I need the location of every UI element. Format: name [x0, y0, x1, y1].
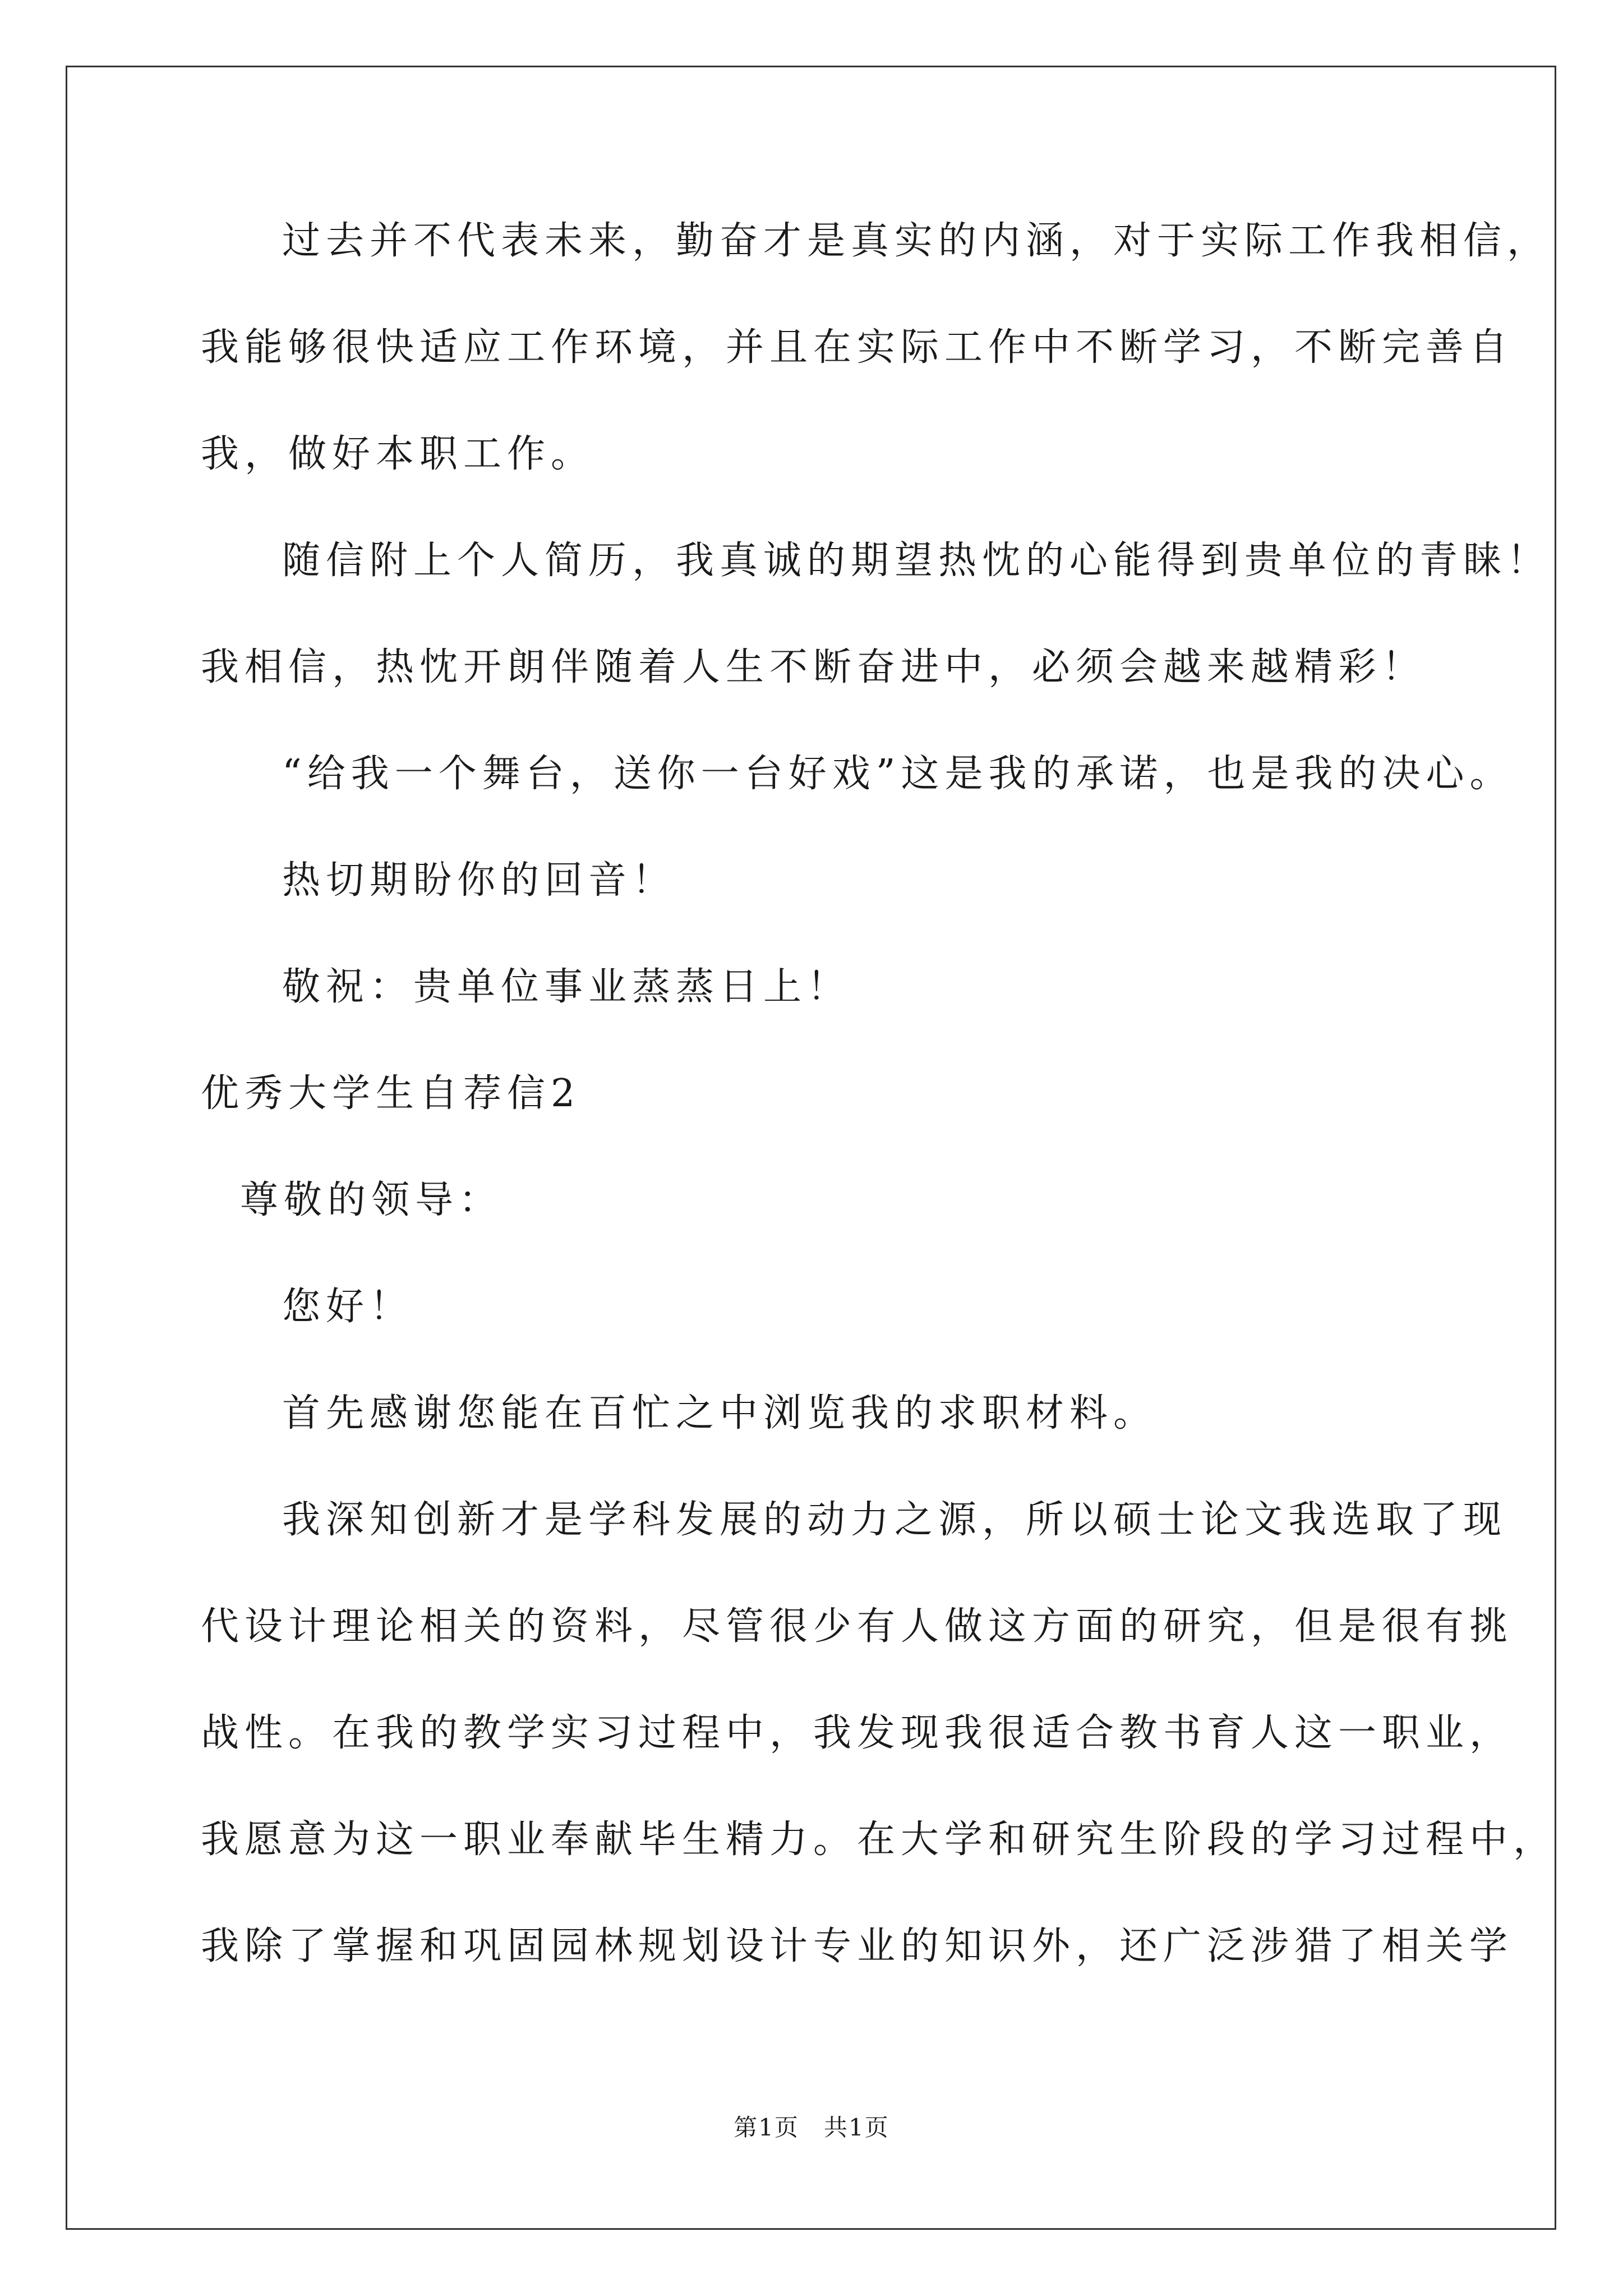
paragraph-line: 战性。在我的教学实习过程中，我发现我很适合教书育人这一职业，: [201, 1711, 1514, 1755]
paragraph-line: 敬祝：贵单位事业蒸蒸日上！: [282, 965, 851, 1009]
paragraph-line: 我除了掌握和巩固园林规划设计专业的知识外，还广泛涉猎了相关学: [201, 1924, 1514, 1968]
page-border: [66, 66, 1556, 2230]
paragraph-line: “给我一个舞台，送你一台好戏”这是我的承诺，也是我的决心。: [282, 752, 1514, 796]
paragraph-line: 代设计理论相关的资料，尽管很少有人做这方面的研究，但是很有挑: [201, 1604, 1514, 1649]
paragraph-line: 随信附上个人简历，我真诚的期望热忱的心能得到贵单位的青睐！: [282, 539, 1551, 583]
paragraph-line: 我，做好本职工作。: [201, 432, 595, 476]
paragraph-line: 热切期盼你的回音！: [282, 858, 676, 903]
salutation: 尊敬的领导：: [240, 1178, 503, 1222]
paragraph-line: 我愿意为这一职业奉献毕生精力。在大学和研究生阶段的学习过程中，: [201, 1818, 1557, 1862]
paragraph-line: 过去并不代表未来，勤奋才是真实的内涵，对于实际工作我相信，: [282, 219, 1551, 263]
page-number: 第1页 共1页: [734, 2114, 889, 2141]
paragraph-line: 我深知创新才是学科发展的动力之源，所以硕士论文我选取了现: [282, 1498, 1507, 1542]
paragraph-line: 我能够很快适应工作环境，并且在实际工作中不断学习，不断完善自: [201, 325, 1514, 370]
section-heading: 优秀大学生自荐信2: [201, 1071, 581, 1116]
paragraph-line: 首先感谢您能在百忙之中浏览我的求职材料。: [282, 1391, 1158, 1435]
greeting: 您好！: [282, 1285, 414, 1329]
paragraph-line: 我相信，热忱开朗伴随着人生不断奋进中，必须会越来越精彩！: [201, 645, 1426, 689]
